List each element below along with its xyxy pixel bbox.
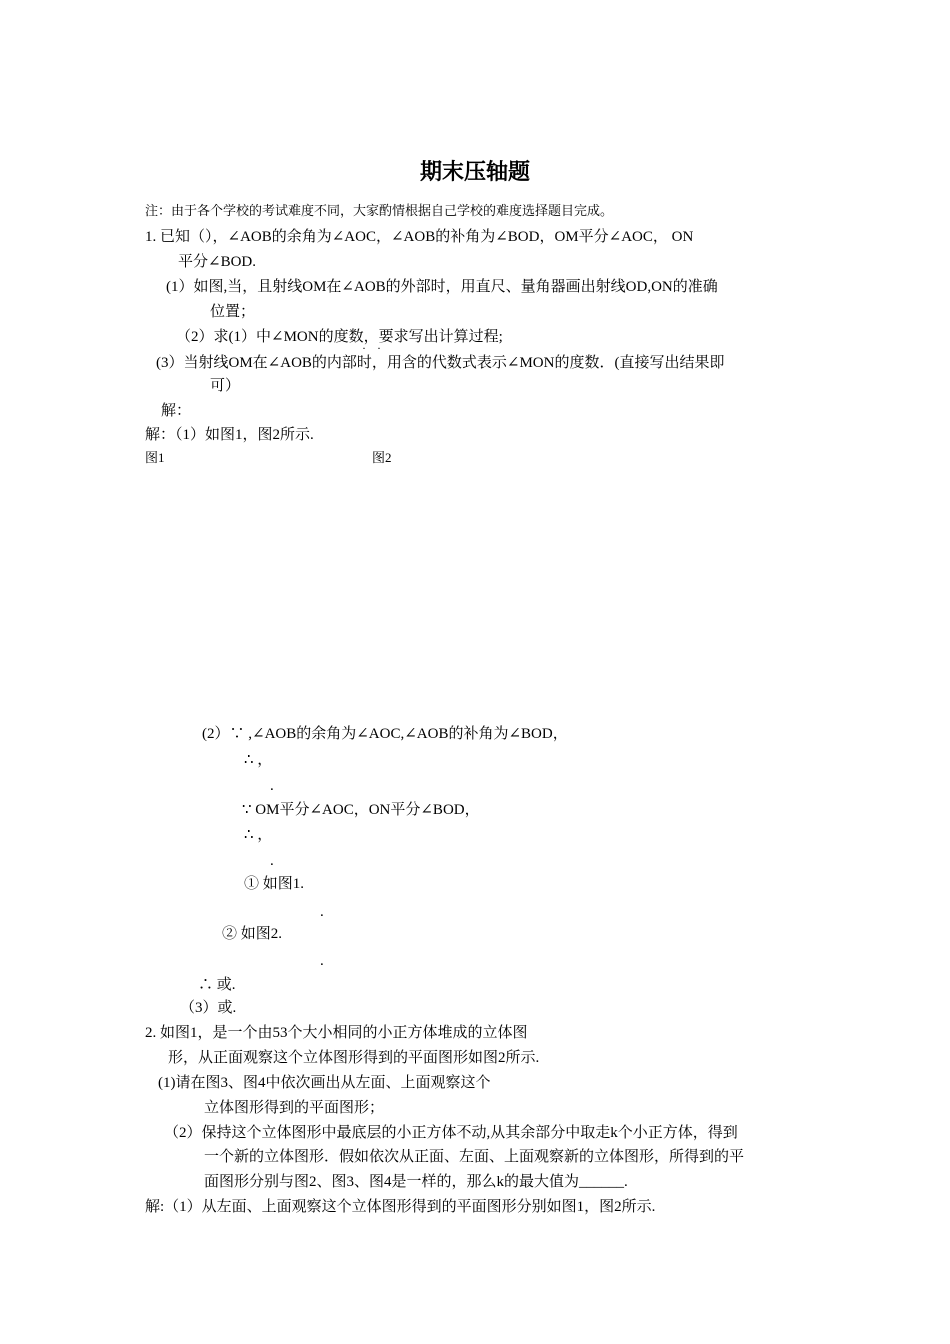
sol2-line12: （3）或. [180, 1000, 237, 1016]
q1-line1: 1. 已知（），∠AOB的余角为∠AOC，∠AOB的补角为∠BOD，OM平分∠AOC， ON [145, 229, 694, 245]
q2-line5: （2）保持这个立体图形中最底层的小正方体不动,从其余部分中取走k个小正方体，得到 [164, 1125, 738, 1141]
q1-jie: 解： [161, 403, 192, 419]
q1-line2: 平分∠BOD. [178, 254, 256, 270]
q1-part1b: 位置； [210, 304, 256, 320]
q1-part1a: (1）如图,当，且射线OM在∠AOB的外部时，用直尺、量角器画出射线OD,ON的准确 [166, 279, 718, 295]
q1-part3a: (3）当射线OM在∠AOB的内部时，用含的代数式表示∠MON的度数．(直接写出结果即 [156, 355, 725, 371]
q2-line7: 面图形分别与图2、图3、图4是一样的，那么k的最大值为______. [204, 1174, 628, 1190]
sol2-line4: ∵ OM平分∠AOC，ON平分∠BOD， [242, 802, 480, 818]
sol2-line11: ∴ 或. [198, 977, 236, 993]
figure-1-label: 图1 [145, 450, 165, 465]
q2-line2: 形，从正面观察这个立体图形得到的平面图形如图2所示. [168, 1050, 540, 1066]
sol2-line6: . [270, 853, 274, 869]
q1-part3b: 可） [210, 378, 241, 394]
page-title: 期末压轴题 [419, 160, 530, 185]
dot-mark: · [377, 341, 381, 355]
q2-line1: 2. 如图1，是一个由53个大小相同的小正方体堆成的立体图 [145, 1025, 528, 1041]
q1-solution1: 解：（1）如图1，图2所示. [145, 427, 314, 443]
sol2-line3: . [270, 778, 274, 794]
sol2-line7: ① 如图1. [244, 876, 305, 892]
sol2-line10: . [320, 953, 324, 969]
q2-line6: 一个新的立体图形．假如依次从正面、左面、上面观察新的立体图形，所得到的平 [204, 1149, 745, 1165]
sol2-line8: . [320, 904, 324, 920]
sol2-line9: ② 如图2. [222, 926, 283, 942]
q2-line4: 立体图形得到的平面图形； [204, 1100, 385, 1116]
q2-line8: 解:（1）从左面、上面观察这个立体图形得到的平面图形分别如图1，图2所示. [145, 1199, 656, 1215]
sol2-line1: (2）∵ ,∠AOB的余角为∠AOC,∠AOB的补角为∠BOD， [202, 726, 568, 742]
note-text: 注：由于各个学校的考试难度不同，大家酌情根据自己学校的难度选择题目完成。 [145, 204, 614, 219]
q2-line3: (1)请在图3、图4中依次画出从左面、上面观察这个 [158, 1075, 491, 1091]
q1-part2: （2）求(1）中∠MON的度数，要求写出计算过程; [176, 329, 503, 345]
sol2-line2: ∴ ， [244, 752, 273, 768]
figure-2-label: 图2 [372, 450, 392, 465]
sol2-line5: ∴ ， [244, 827, 273, 843]
dot-mark: · [362, 341, 366, 355]
